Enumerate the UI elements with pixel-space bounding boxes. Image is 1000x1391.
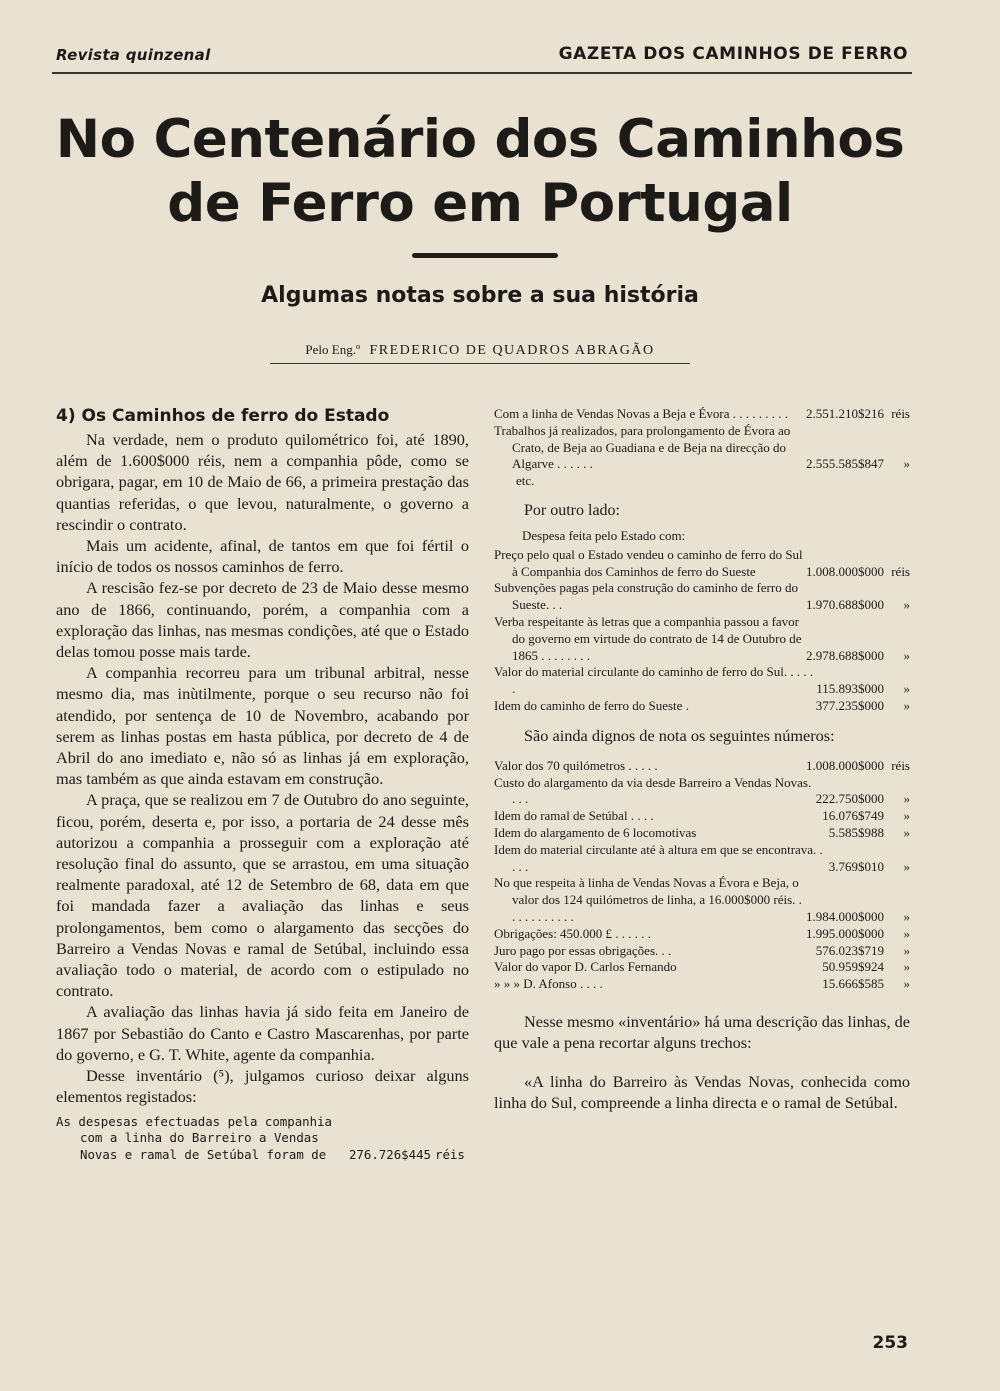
right-column <box>494 406 910 1113</box>
entry-unit: » <box>903 697 910 713</box>
entry-unit: » <box>903 942 910 958</box>
other-side-label: Por outro lado: <box>524 501 620 519</box>
entry-unit: réis <box>891 563 910 579</box>
entry-unit: » <box>903 456 910 472</box>
entry-row <box>494 698 910 715</box>
entry-row <box>494 547 910 581</box>
entry-row <box>494 473 910 490</box>
paragraph: Nesse mesmo «inventário» há uma descrição das linhas, de que vale a pena recortar alguns trechos: <box>494 1011 910 1052</box>
entry-unit: réis <box>435 1146 465 1162</box>
entry-amount: 576.023$719 <box>815 942 884 958</box>
entry-description: Trabalhos já realizados, para prolongamento de Évora ao Crato, de Beja ao Guadiana e de Beja na direcção do Algarve . . . . . . <box>494 422 791 472</box>
header-rule <box>52 72 912 74</box>
entry-unit: » <box>903 824 910 840</box>
entry-row <box>494 758 910 775</box>
entry-description: As despesas efectuadas pela companhia com a linha do Barreiro a Vendas Novas e ramal de Setúbal foram de <box>56 1113 333 1162</box>
expenses-caption: Despesa feita pelo Estado com: <box>522 527 686 543</box>
entry-amount: 222.750$000 <box>815 791 884 807</box>
entry-unit: » <box>903 647 910 663</box>
entry-row <box>494 959 910 976</box>
quote-paragraph: «A linha do Barreiro às Vendas Novas, conhecida como linha do Sul, compreende a linha directa e o ramal de Setúbal. <box>494 1071 910 1112</box>
entry-description: Idem do ramal de Setúbal . . . . <box>494 808 654 824</box>
article-title <box>40 108 920 236</box>
entry-unit: » <box>903 925 910 941</box>
paragraph: A avaliação das linhas havia já sido feita em Janeiro de 1867 por Sebastião do Canto e Castro Mascarenhas, por parte do governo, e G. T. White, agente da companhia. <box>56 1002 469 1064</box>
paragraph: A rescisão fez-se por decreto de 23 de Maio desse mesmo ano de 1866, continuando, porém, a companhia com a exploração das linhas, nas mesmas condições, até que o Estado delas tomou posse mais tarde. <box>56 578 469 662</box>
right-body-end <box>494 1011 910 1113</box>
entry-row <box>494 842 910 876</box>
entry-row <box>494 943 910 960</box>
entry-description: Idem do material circulante até à altura em que se encontrava. . . . . <box>494 841 823 874</box>
entry-row <box>494 423 910 473</box>
entry-description: Custo do alargamento da via desde Barreiro a Vendas Novas. . . . <box>494 774 812 807</box>
entry-amount: 115.893$000 <box>816 681 884 697</box>
left-body <box>56 429 469 1108</box>
entry-description: Com a linha de Vendas Novas a Beja e Évora . . . . . . . . . <box>494 406 788 421</box>
inventory-entry <box>56 1114 469 1164</box>
entry-description: Valor dos 70 quilómetros . . . . . <box>494 757 658 773</box>
entry-description: etc. <box>516 473 535 489</box>
entry-description: Juro pago por essas obrigações. . . <box>494 942 672 958</box>
entry-description: Obrigações: 450.000 £ . . . . . . <box>494 925 652 941</box>
section-heading: 4) Os Caminhos de ferro do Estado <box>56 406 390 426</box>
entry-amount: 1.970.688$000 <box>806 597 884 613</box>
paragraph: São ainda dignos de nota os seguintes números: <box>524 725 835 745</box>
entry-unit: » <box>903 908 910 924</box>
entry-row <box>494 926 910 943</box>
entry-description: Idem do alargamento de 6 locomotivas <box>494 824 697 840</box>
entry-amount: 15.666$585 <box>822 976 884 992</box>
entry-row <box>494 875 910 925</box>
article-subtitle: Algumas notas sobre a sua história <box>261 283 699 308</box>
entry-description: Idem do caminho de ferro do Sueste . <box>494 697 689 713</box>
paragraph: Desse inventário (⁵), julgamos curioso deixar alguns elementos registados: <box>56 1066 469 1107</box>
entry-unit: » <box>903 791 910 807</box>
entry-row <box>494 580 910 614</box>
right-body-mid <box>494 725 910 746</box>
entry-row <box>494 825 910 842</box>
title-line-1: No Centenário dos Caminhos <box>55 109 905 170</box>
entry-row <box>494 976 910 993</box>
byline-author: FREDERICO DE QUADROS ABRAGÃO <box>369 343 655 358</box>
entry-unit: » <box>903 681 910 697</box>
byline <box>270 342 690 364</box>
paragraph: A companhia recorreu para um tribunal arbitral, nesse mesmo dia, mas inùtilmente, porque o seu recurso não foi atendido, por sentença de 10 de Novembro, acabando por serem as linhas postas em hasta pública, por decreto de 4 de Abril do ano imediato e, não só as linhas já em exploração, mas também as que ainda estavam em construção. <box>56 663 469 789</box>
entry-amount: 1.995.000$000 <box>806 925 884 941</box>
entry-amount: 2.978.688$000 <box>806 647 884 663</box>
entry-amount: 16.076$749 <box>822 808 884 824</box>
entry-amount: 377.235$000 <box>815 697 884 713</box>
inventory-list-top <box>494 406 910 490</box>
entry-amount: 5.585$988 <box>828 824 884 840</box>
entry-unit: » <box>903 808 910 824</box>
title-divider <box>412 253 558 258</box>
title-line-2: de Ferro em Portugal <box>167 173 793 234</box>
entry-amount: 1.984.000$000 <box>806 908 884 924</box>
paragraph: Mais um acidente, afinal, de tantos em que foi fértil o início de todos os nossos caminhos de ferro. <box>56 536 469 577</box>
entry-amount: 2.555.585$847 <box>806 456 884 472</box>
paragraph: A praça, que se realizou em 7 de Outubro do ano seguinte, ficou, porém, deserta e, por isso, a portaria de 24 desse mês autorizou a companhia a prosseguir com a exploração até resolução final do assunto, que se arrastou, em uma situação realmente paradoxal, até 12 de Setembro de 68, data em que foi mandada fazer a avaliação das linhas e seus prolongamentos, bem como o alargamento das secções do Barreiro a Vendas Novas e ramal de Setúbal, incluindo essa avaliação todo o material, de acordo com o estipulado no contrato. <box>56 790 469 1001</box>
entry-unit: » <box>903 597 910 613</box>
entry-description: Preço pelo qual o Estado vendeu o caminho de ferro do Sul à Companhia dos Caminhos de ferro do Sueste <box>494 546 803 579</box>
entry-unit: réis <box>891 757 910 773</box>
entry-amount: 3.769$010 <box>828 858 884 874</box>
entry-row <box>494 808 910 825</box>
entry-description: Verba respeitante às letras que a companhia passou a favor do governo em virtude do contrato de 14 de Outubro de 1865 . . . . . . . . <box>494 613 802 663</box>
byline-prefix: Pelo Eng.º <box>305 342 360 357</box>
page-number: 253 <box>872 1333 908 1353</box>
entry-description: » » » D. Afonso . . . . <box>494 976 603 992</box>
entry-amount: 1.008.000$000 <box>806 757 884 773</box>
entry-row <box>494 664 910 698</box>
notable-numbers <box>494 758 910 993</box>
entry-row <box>494 614 910 664</box>
entry-description: No que respeita à linha de Vendas Novas a Évora e Beja, o valor dos 124 quilómetros de linha, a 16.000$000 réis. . . . . . . . . . . . <box>494 875 802 924</box>
left-column <box>56 406 469 1163</box>
entry-description: Valor do material circulante do caminho de ferro do Sul. . . . . . <box>494 664 814 697</box>
state-expenses <box>494 528 910 715</box>
entry-amount: 1.008.000$000 <box>806 563 884 579</box>
entry-amount: 2.551.210$216 <box>806 406 884 421</box>
entry-amount: 50.959$924 <box>822 959 884 975</box>
running-header-right: GAZETA DOS CAMINHOS DE FERRO <box>558 44 908 64</box>
paragraph: Na verdade, nem o produto quilométrico foi, até 1890, além de 1.600$000 réis, nem a companhia pôde, como se obrigara, pagar, em 10 de Maio de 66, a primeira prestação das quantias referidas, o que levou, naturalmente, o governo a rescindir o contrato. <box>56 430 469 534</box>
entry-row <box>494 406 910 423</box>
entry-unit: » <box>903 959 910 975</box>
entry-row <box>494 775 910 809</box>
entry-description: Subvenções pagas pela construção do caminho de ferro do Sueste. . . <box>494 580 798 613</box>
entry-unit: » <box>903 976 910 992</box>
entry-unit: » <box>903 858 910 874</box>
entry-row <box>56 1114 469 1164</box>
entry-amount: 276.726$445 <box>348 1146 431 1162</box>
entry-description: Valor do vapor D. Carlos Fernando <box>494 959 677 975</box>
entry-unit: réis <box>891 406 910 421</box>
running-header-left: Revista quinzenal <box>56 46 211 64</box>
